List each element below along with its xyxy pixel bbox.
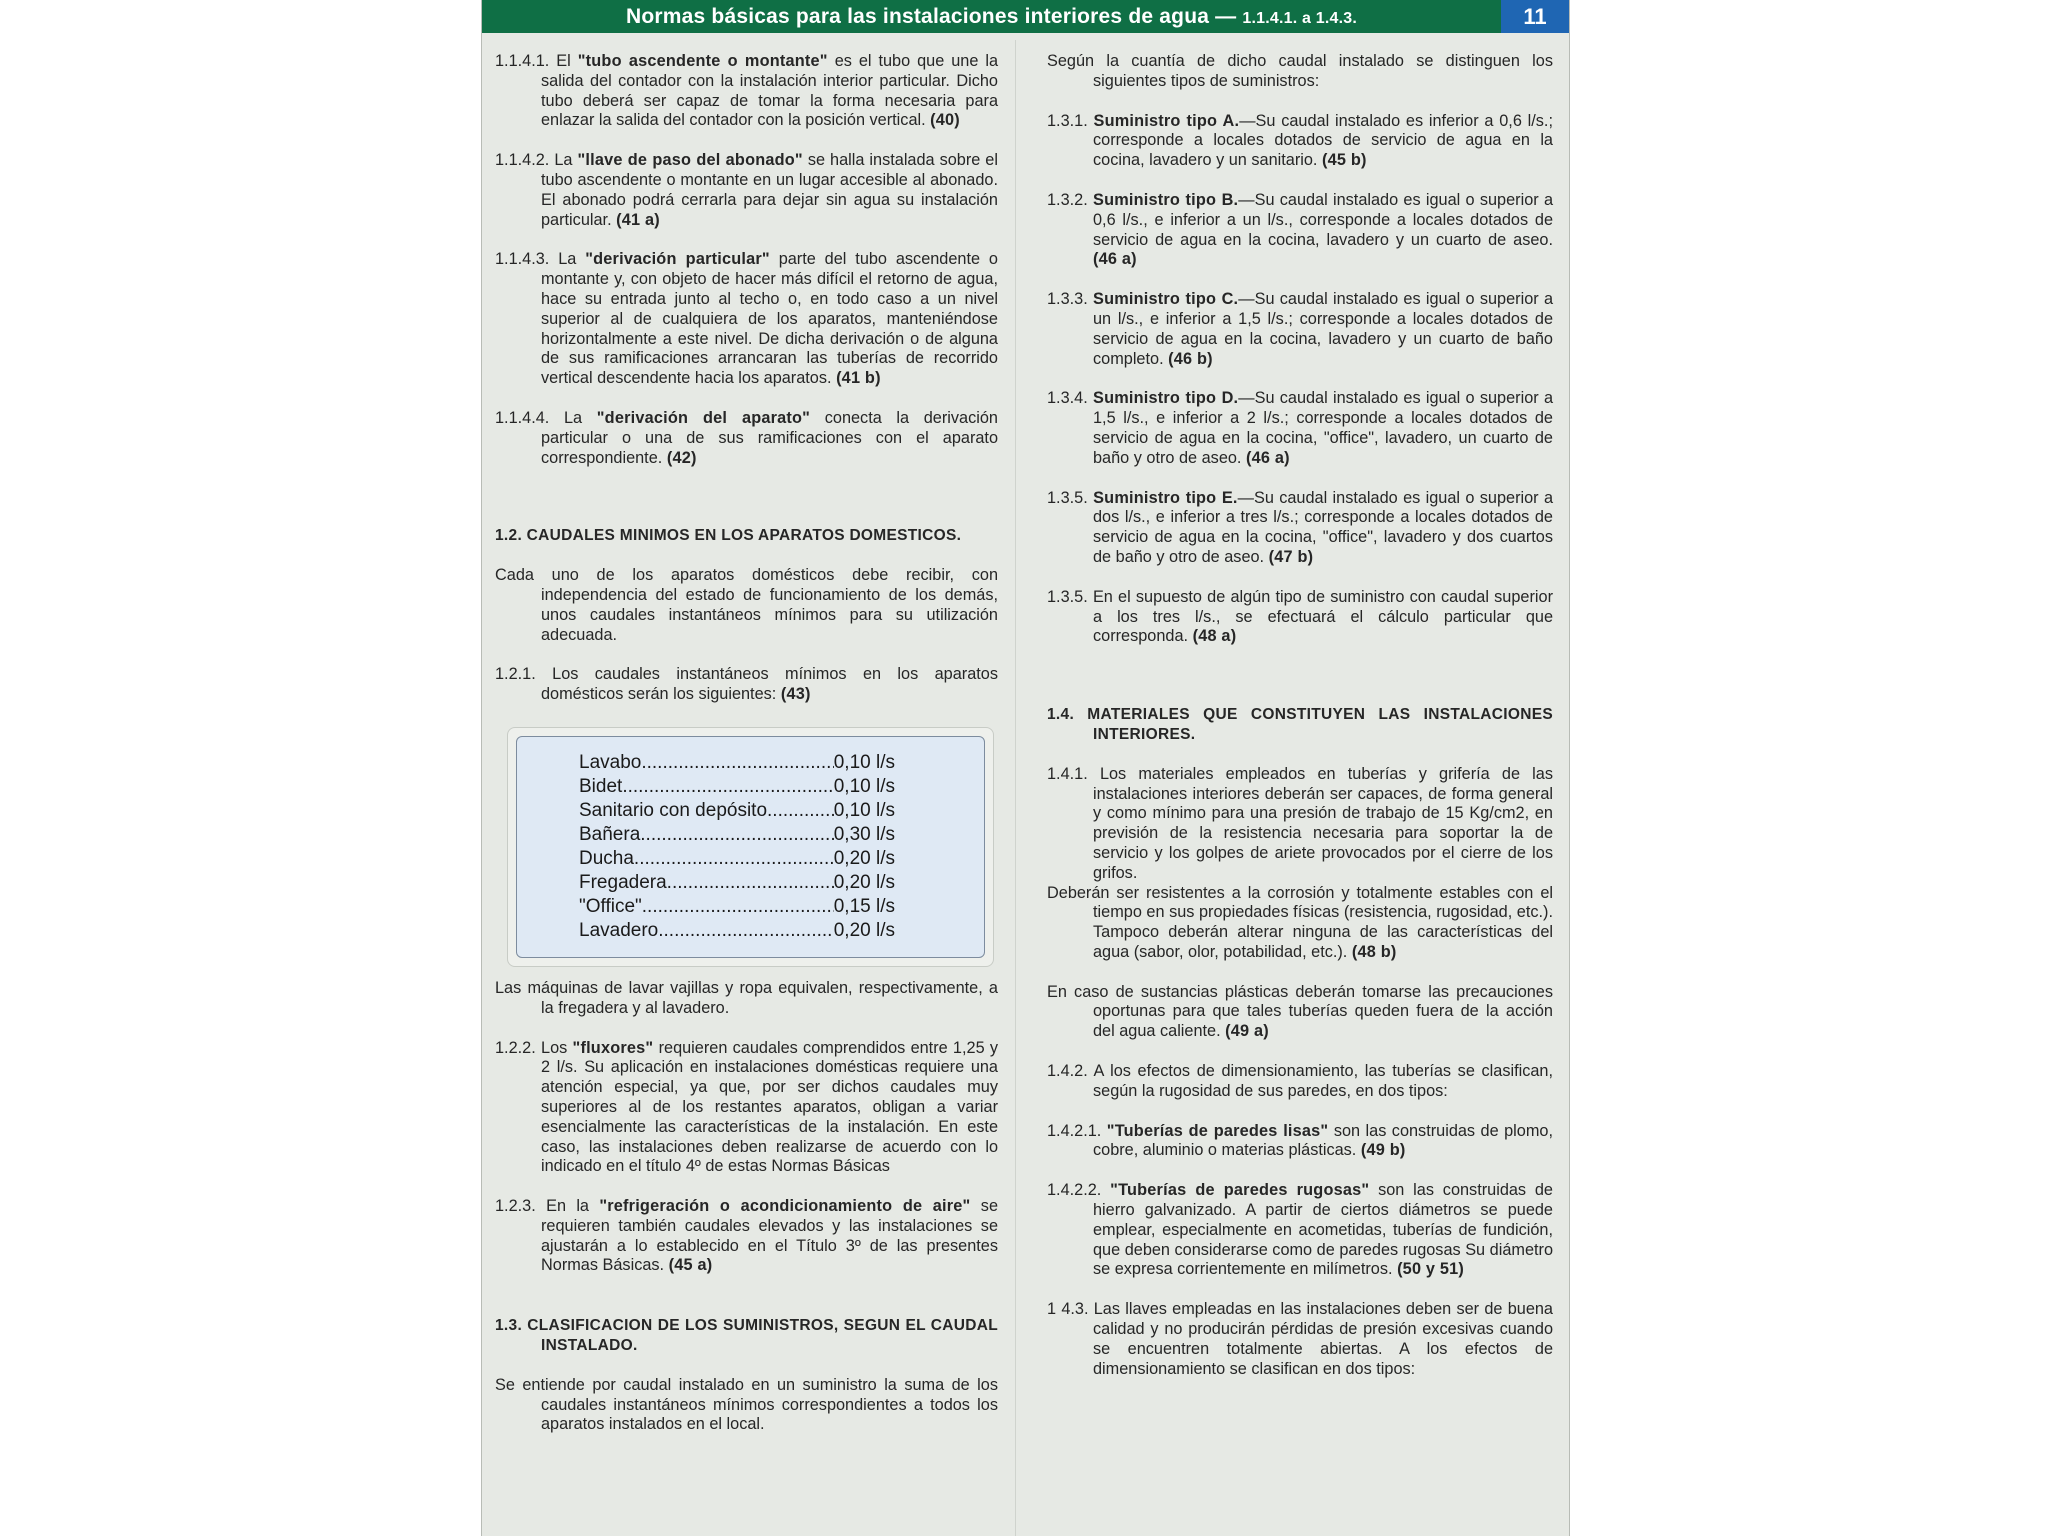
- left-column: [495, 52, 998, 1435]
- caudal-row: Fregadera ..... 0,20 l/s: [579, 871, 895, 895]
- caudal-row: Bidet ..... 0,10 l/s: [579, 775, 895, 799]
- caudal-row: Ducha ..... 0,20 l/s: [579, 847, 895, 871]
- title-range: 1.1.4.1. a 1.4.3.: [1242, 10, 1357, 27]
- paragraph-1-4-3: 1 4.3. Las llaves empleadas en las instalaciones deben ser de buena calidad y no producirán pérdidas de presión excesivas cuando se encuentren totalmente abiertas. A los efectos de dimensionamiento se clasifican en dos tipos:: [1047, 1300, 1553, 1378]
- caudal-row: Sanitario con depósito ..... 0,10 l/s: [579, 799, 895, 823]
- title-main: Normas básicas para las instalaciones interiores de agua —: [625, 5, 1237, 28]
- right-column: [1047, 52, 1553, 1379]
- paragraph-1-3-5-tipo-e: 1.3.5. Suministro tipo E.—Su caudal instalado es igual o superior a dos l/s., e inferior a tres l/s.; corresponde a locales dotados de servicio de agua en la cocina, "office", lavadero y dos cuartos de baño y otro de aseo. (47 b): [1047, 488, 1553, 566]
- column-divider: [1015, 40, 1016, 1536]
- paragraph-1-3-1: 1.3.1. Suministro tipo A.—Su caudal instalado es inferior a 0,6 l/s.; corresponde a locales dotados de servicio de agua en la cocina, lavadero y un sanitario. (45 b): [1047, 111, 1553, 170]
- paragraph-resistentes: Deberán ser resistentes a la corrosión y totalmente estables con el tiempo en sus propiedades físicas (resistencia, rugosidad, etc.). Tampoco deberán alterar ninguna de las características del agua (sabor, olor, potabilidad, etc.). (48 b): [1047, 883, 1553, 961]
- document-page: [481, 0, 1570, 1536]
- paragraph-1-3-intro: Se entiende por caudal instalado en un suministro la suma de los caudales instantáneos mínimos correspondientes a todos los aparatos instalados en el local.: [495, 1375, 998, 1434]
- paragraph-tipos-intro: Según la cuantía de dicho caudal instalado se distinguen los siguientes tipos de suministros:: [1047, 52, 1553, 90]
- caudal-row: Lavadero ..... 0,20 l/s: [579, 919, 895, 943]
- paragraph-plasticas: En caso de sustancias plásticas deberán tomarse las precauciones oportunas para que tales tuberías queden fuera de la acción del agua caliente. (49 a): [1047, 982, 1553, 1041]
- paragraph-1-2-2: 1.2.2. Los "fluxores" requieren caudales comprendidos entre 1,25 y 2 l/s. Su aplicación en instalaciones domésticas requiere una atención especial, ya que, por ser dichos caudales muy superiores al de los restantes aparatos, obligan a variar esencialmente las características de la instalación. En este caso, las instalaciones deben realizarse de acuerdo con lo indicado en el título 4º de estas Normas Básicas: [495, 1038, 999, 1176]
- paragraph-1-3-3: 1.3.3. Suministro tipo C.—Su caudal instalado es igual o superior a un l/s., e inferior a 1,5 l/s.; corresponde a locales dotados de servicio de agua en la cocina, lavadero y un cuarto de baño completo. (46 b): [1047, 290, 1553, 368]
- paragraph-1-4-1: 1.4.1. Los materiales empleados en tuberías y grifería de las instalaciones interiores deberán ser capaces, de forma general y como mínimo para una presión de trabajo de 15 Kg/cm2, en previsión de la resistencia necesaria para soportar la de servicio y los golpes de ariete provocados por el cierre de los grifos.: [1047, 764, 1553, 882]
- caudales-list: [516, 736, 985, 958]
- paragraph-1-3-5-supuesto: 1.3.5. En el supuesto de algún tipo de suministro con caudal superior a los tres l/s., se efectuará el cálculo particular que corresponda. (48 a): [1047, 587, 1553, 646]
- paragraph-maquinas: Las máquinas de lavar vajillas y ropa equivalen, respectivamente, a la fregadera y al lavadero.: [495, 978, 998, 1017]
- caudal-row: Bañera ..... 0,30 l/s: [579, 823, 895, 847]
- page-title: [482, 0, 1501, 33]
- paragraph-1-1-4-3: 1.1.4.3. La "derivación particular" parte del tubo ascendente o montante y, con objeto de hacer más difícil el retorno de agua, hace su entrada junto al techo o, en todo caso a un nivel superior al de cualquiera de los aparatos, manteniéndose horizontalmente a este nivel. De dicha derivación o de alguna de sus ramificaciones arrancaran las tuberías de recorrido vertical descendente hacia los aparatos. (41 b): [495, 250, 998, 388]
- section-heading-1-4: 1.4. MATERIALES QUE CONSTITUYEN LAS INSTALACIONES INTERIORES.: [1047, 706, 1553, 743]
- caudal-row: "Office" ..... 0,15 l/s: [579, 895, 895, 919]
- paragraph-1-1-4-4: 1.1.4.4. La "derivación del aparato" conecta la derivación particular o una de sus ramificaciones con el aparato correspondiente. (42): [495, 408, 998, 467]
- section-heading-1-3: 1.3. CLASIFICACION DE LOS SUMINISTROS, SEGUN EL CAUDAL INSTALADO.: [495, 1317, 998, 1355]
- section-heading-1-2: 1.2. CAUDALES MINIMOS EN LOS APARATOS DOMESTICOS.: [495, 527, 962, 545]
- paragraph-1-3-4: 1.3.4. Suministro tipo D.—Su caudal instalado es igual o superior a 1,5 l/s., e inferior a 2 l/s.; corresponde a locales dotados de servicio de agua en la cocina, "office", lavadero, un cuarto de baño y otro de aseo. (46 a): [1047, 389, 1553, 467]
- page-number: 11: [1501, 0, 1569, 33]
- caudal-row: Lavabo ..... 0,10 l/s: [579, 751, 895, 775]
- paragraph-1-4-2: 1.4.2. A los efectos de dimensionamiento, las tuberías se clasifican, según la rugosidad de sus paredes, en dos tipos:: [1047, 1062, 1554, 1100]
- paragraph-1-4-2-1: 1.4.2.1. "Tuberías de paredes lisas" son las construidas de plomo, cobre, aluminio o materias plásticas. (49 b): [1047, 1121, 1553, 1160]
- paragraph-1-2-intro: Cada uno de los aparatos domésticos debe recibir, con independencia del estado de funcionamiento de los demás, unos caudales instantáneos mínimos para su utilización adecuada.: [495, 566, 998, 644]
- paragraph-1-1-4-2: 1.1.4.2. La "llave de paso del abonado" se halla instalada sobre el tubo ascendente o montante en un lugar accesible al abonado. El abonado podrá cerrarla para dejar sin agua su instalación particular. (41 a): [495, 151, 998, 229]
- paragraph-1-2-1: 1.2.1. Los caudales instantáneos mínimos en los aparatos domésticos serán los siguientes: (43): [495, 665, 998, 704]
- page-header: [482, 0, 1569, 33]
- paragraph-1-3-2: 1.3.2. Suministro tipo B.—Su caudal instalado es igual o superior a 0,6 l/s., e inferior a un l/s., corresponde a locales dotados de servicio de agua en la cocina, lavadero y un cuarto de aseo. (46 a): [1047, 190, 1553, 269]
- paragraph-1-4-2-2: 1.4.2.2. "Tuberías de paredes rugosas" son las construidas de hierro galvanizado. A partir de ciertos diámetros se puede emplear, especialmente en acometidas, tuberías de fundición, que deben considerarse como de paredes rugosas Su diámetro se expresa corrientemente en milímetros. (50 y 51): [1047, 1181, 1553, 1279]
- paragraph-1-2-3: 1.2.3. En la "refrigeración o acondicionamiento de aire" se requieren también caudales elevados y las instalaciones se ajustarán a lo establecido en el Título 3º de las presentes Normas Básicas. (45 a): [495, 1197, 998, 1275]
- caudales-table: [507, 727, 994, 967]
- paragraph-1-1-4-1: 1.1.4.1. El "tubo ascendente o montante" es el tubo que une la salida del contador con la instalación interior particular. Dicho tubo deberá ser capaz de tomar la forma necesaria para enlazar la salida del contador con la posición vertical. (40): [495, 52, 999, 130]
